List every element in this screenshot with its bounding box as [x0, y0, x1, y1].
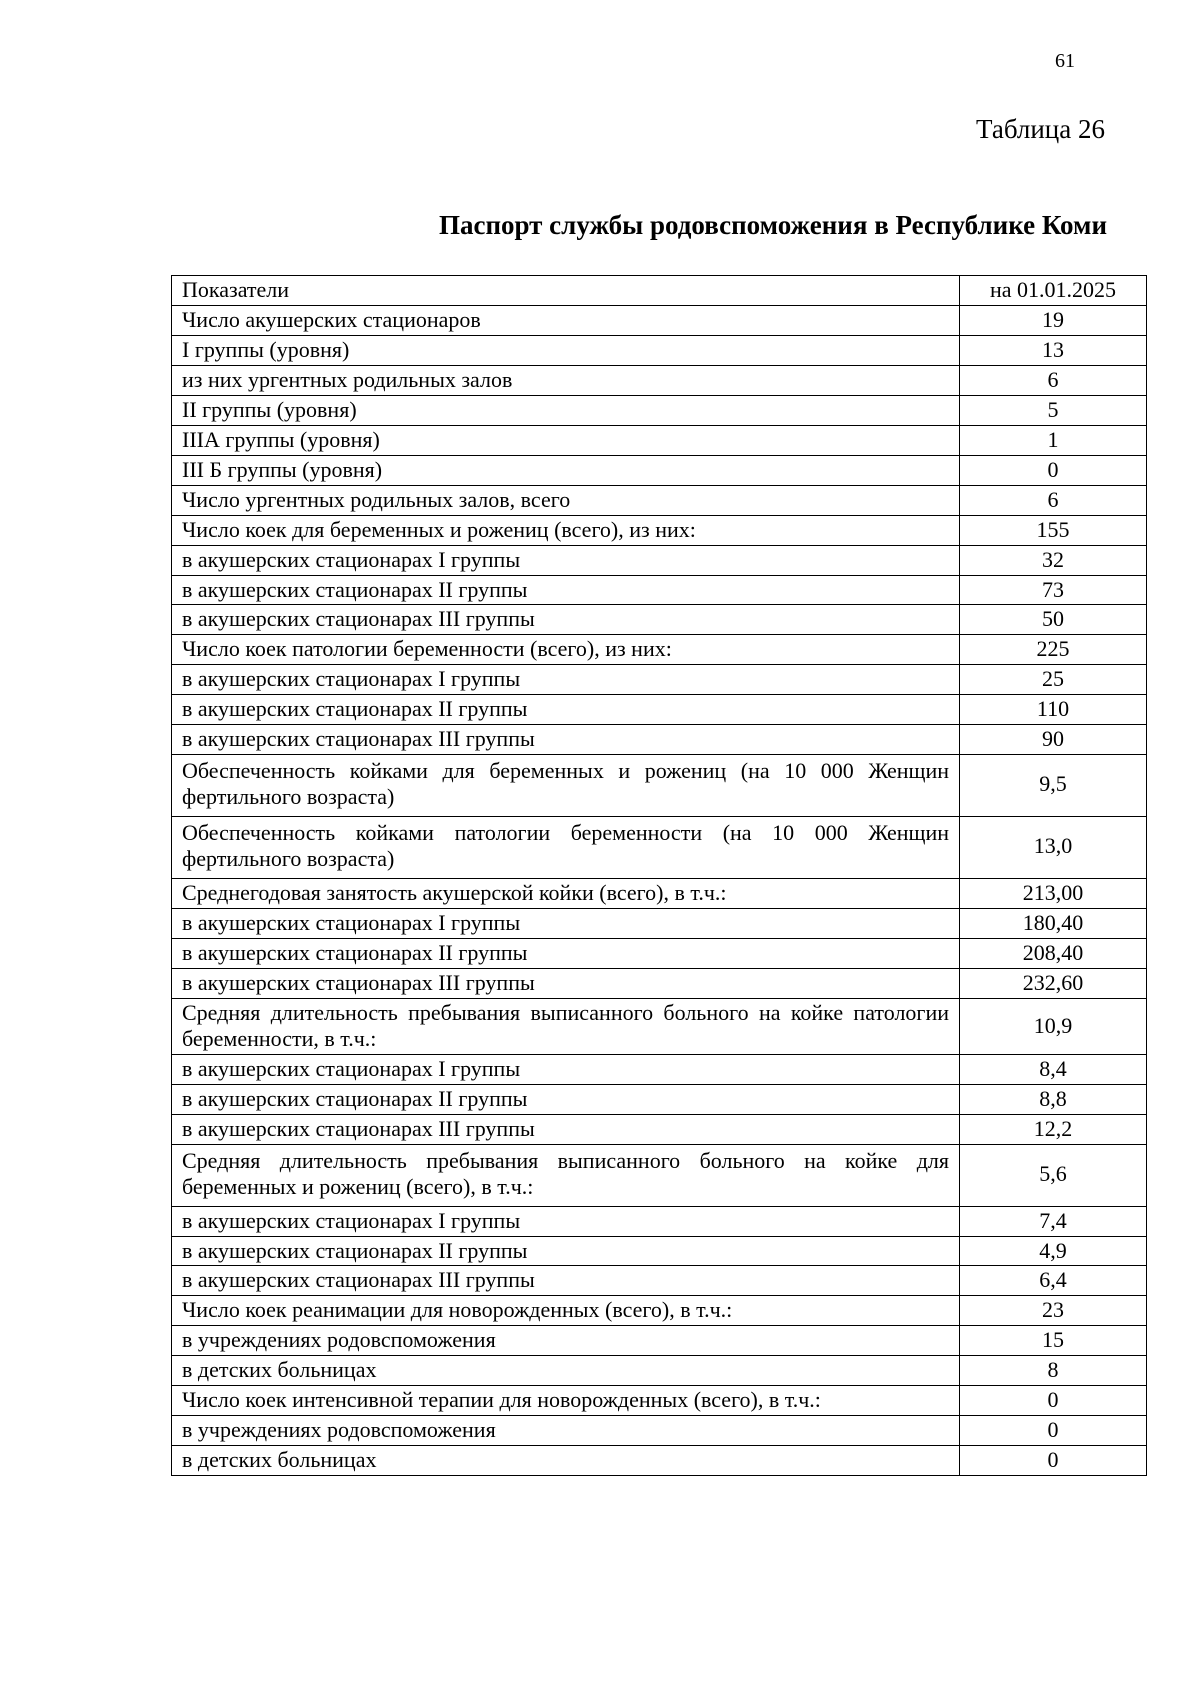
header-date: на 01.01.2025: [960, 276, 1147, 306]
row-value: 6,4: [960, 1266, 1147, 1296]
row-value: 6: [960, 365, 1147, 395]
row-value: 32: [960, 545, 1147, 575]
row-label: в акушерских стационарах I группы: [172, 665, 960, 695]
table-row: [172, 725, 1147, 755]
row-value: 6: [960, 485, 1147, 515]
row-value: 7,4: [960, 1206, 1147, 1236]
row-label: в акушерских стационарах I группы: [172, 1206, 960, 1236]
row-label: в акушерских стационарах I группы: [172, 545, 960, 575]
row-label: в акушерских стационарах III группы: [172, 605, 960, 635]
row-value: 12,2: [960, 1114, 1147, 1144]
row-value: 8,8: [960, 1084, 1147, 1114]
table-row: [172, 1446, 1147, 1476]
row-label: Число акушерских стационаров: [172, 305, 960, 335]
table-row: [172, 909, 1147, 939]
table-row: [172, 395, 1147, 425]
row-value: 13: [960, 335, 1147, 365]
table-row: [172, 1326, 1147, 1356]
table-row: [172, 968, 1147, 998]
row-label: в акушерских стационарах III группы: [172, 1114, 960, 1144]
table-row: [172, 515, 1147, 545]
table-row: [172, 1206, 1147, 1236]
row-label: Число коек интенсивной терапии для новорожденных (всего), в т.ч.:: [172, 1386, 960, 1416]
table-row: [172, 817, 1147, 879]
row-value: 9,5: [960, 755, 1147, 817]
row-value: 155: [960, 515, 1147, 545]
row-value: 19: [960, 305, 1147, 335]
row-label: Среднегодовая занятость акушерской койки (всего), в т.ч.:: [172, 879, 960, 909]
table-row: [172, 1054, 1147, 1084]
row-label: Число коек патологии беременности (всего), из них:: [172, 635, 960, 665]
table-row: [172, 998, 1147, 1054]
row-value: 90: [960, 725, 1147, 755]
row-label: в учреждениях родовспоможения: [172, 1416, 960, 1446]
row-value: 0: [960, 455, 1147, 485]
row-label: в акушерских стационарах II группы: [172, 1236, 960, 1266]
row-label: Число коек для беременных и рожениц (всего), из них:: [172, 515, 960, 545]
row-value: 50: [960, 605, 1147, 635]
row-label: в акушерских стационарах II группы: [172, 1084, 960, 1114]
table-row: [172, 1296, 1147, 1326]
row-value: 225: [960, 635, 1147, 665]
row-value: 5: [960, 395, 1147, 425]
row-label: в акушерских стационарах II группы: [172, 938, 960, 968]
table-row: [172, 545, 1147, 575]
row-label: в детских больницах: [172, 1446, 960, 1476]
row-label: в акушерских стационарах II группы: [172, 695, 960, 725]
table-row: [172, 305, 1147, 335]
table-row: [172, 1266, 1147, 1296]
row-label: в акушерских стационарах III группы: [172, 968, 960, 998]
table-row: [172, 1114, 1147, 1144]
row-label: в акушерских стационарах I группы: [172, 1054, 960, 1084]
row-label: в акушерских стационарах I группы: [172, 909, 960, 939]
row-label: в учреждениях родовспоможения: [172, 1326, 960, 1356]
row-value: 73: [960, 575, 1147, 605]
row-value: 25: [960, 665, 1147, 695]
table-row: [172, 1084, 1147, 1114]
table-label: Таблица 26: [976, 114, 1105, 144]
row-label: Число коек реанимации для новорожденных (всего), в т.ч.:: [172, 1296, 960, 1326]
row-value: 180,40: [960, 909, 1147, 939]
table-row: [172, 879, 1147, 909]
row-value: 0: [960, 1416, 1147, 1446]
row-value: 110: [960, 695, 1147, 725]
table-row: [172, 575, 1147, 605]
row-value: 13,0: [960, 817, 1147, 879]
row-label: в детских больницах: [172, 1356, 960, 1386]
table-row: [172, 1386, 1147, 1416]
header-indicator: Показатели: [172, 276, 960, 306]
row-value: 15: [960, 1326, 1147, 1356]
table-row: [172, 485, 1147, 515]
table-row: [172, 425, 1147, 455]
table-row: [172, 635, 1147, 665]
row-value: 8: [960, 1356, 1147, 1386]
table-row: [172, 938, 1147, 968]
row-label: Число ургентных родильных залов, всего: [172, 485, 960, 515]
row-label: из них ургентных родильных залов: [172, 365, 960, 395]
row-value: 23: [960, 1296, 1147, 1326]
document-title: Паспорт службы родовспоможения в Республике Коми: [438, 210, 1107, 240]
table-row: [172, 455, 1147, 485]
row-value: 0: [960, 1386, 1147, 1416]
row-value: 8,4: [960, 1054, 1147, 1084]
row-label: Обеспеченность койками патологии беременности (на 10 000 Женщин фертильного возраста): [172, 817, 960, 879]
row-label: в акушерских стационарах III группы: [172, 725, 960, 755]
table-row: [172, 1356, 1147, 1386]
row-label: Средняя длительность пребывания выписанного больного на койке для беременных и рожениц (всего), в т.ч.:: [172, 1144, 960, 1206]
row-value: 5,6: [960, 1144, 1147, 1206]
row-label: Средняя длительность пребывания выписанного больного на койке патологии беременности, в т.ч.:: [172, 998, 960, 1054]
table-row: [172, 605, 1147, 635]
table-row: [172, 1236, 1147, 1266]
row-label: IIIА группы (уровня): [172, 425, 960, 455]
table-row: [172, 665, 1147, 695]
row-value: 208,40: [960, 938, 1147, 968]
row-label: III Б группы (уровня): [172, 455, 960, 485]
table-row: [172, 1144, 1147, 1206]
table-row: [172, 365, 1147, 395]
row-value: 1: [960, 425, 1147, 455]
row-value: 0: [960, 1446, 1147, 1476]
page-number: 61: [1055, 50, 1075, 72]
table-row: [172, 755, 1147, 817]
table-row: [172, 695, 1147, 725]
row-label: в акушерских стационарах III группы: [172, 1266, 960, 1296]
table-row: [172, 335, 1147, 365]
row-label: I группы (уровня): [172, 335, 960, 365]
row-label: II группы (уровня): [172, 395, 960, 425]
row-value: 4,9: [960, 1236, 1147, 1266]
row-label: в акушерских стационарах II группы: [172, 575, 960, 605]
row-value: 232,60: [960, 968, 1147, 998]
row-value: 213,00: [960, 879, 1147, 909]
passport-table: [171, 275, 1147, 1476]
row-label: Обеспеченность койками для беременных и рожениц (на 10 000 Женщин фертильного возраста): [172, 755, 960, 817]
table-row: [172, 1416, 1147, 1446]
row-value: 10,9: [960, 998, 1147, 1054]
table-header-row: [172, 276, 1147, 306]
